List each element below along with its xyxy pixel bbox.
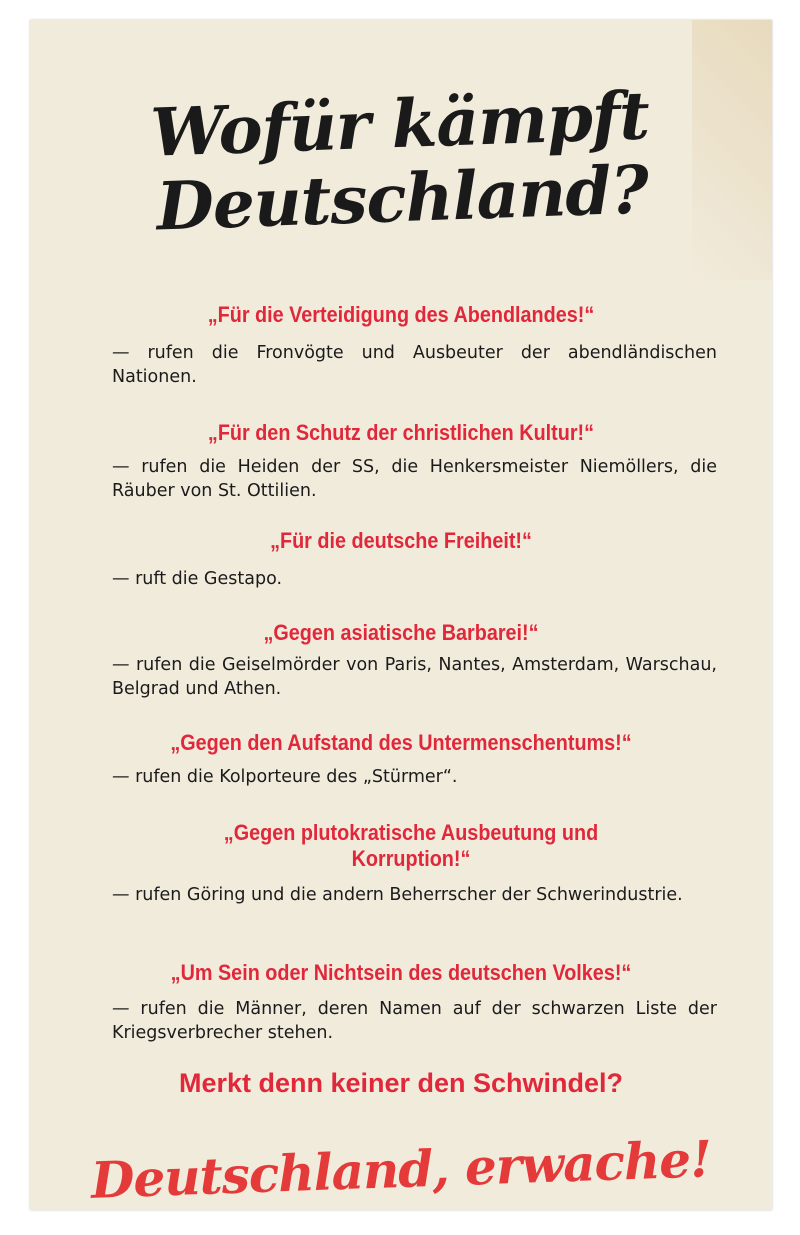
reply-7: — rufen die Männer, deren Namen auf der schwarzen Liste der Kriegsverbrecher stehen. <box>112 999 717 1043</box>
title-line-1: Wofür kämpft <box>149 76 651 172</box>
title-line-2: Deutschland? <box>155 150 650 246</box>
quote-1: „Für die Verteidigung des Abendlandes!“ <box>207 302 595 327</box>
reply-4: — rufen die Geiselmörder von Paris, Nantes, Amsterdam, Warschau, Belgrad und Athen. <box>112 655 717 699</box>
reply-6: — rufen Göring und die andern Beherrscher der Schwerindustrie. <box>112 885 683 905</box>
leaflet-title <box>28 75 775 249</box>
quote-4: „Gegen asiatische Barbarei!“ <box>263 620 539 645</box>
leaflet <box>30 20 772 1210</box>
footer-slogan: Deutschland, erwache! <box>90 1129 712 1210</box>
reply-3: — ruft die Gestapo. <box>112 569 283 589</box>
reply-2: — rufen die Heiden der SS, die Henkersmeister Niemöllers, die Räuber von St. Ottilien. <box>112 457 717 501</box>
reply-5: — rufen die Kolporteure des „Stürmer“. <box>112 767 458 787</box>
quote-5: „Gegen den Aufstand des Untermenschentums!“ <box>170 730 632 755</box>
quote-7: „Um Sein oder Nichtsein des deutschen Volkes!“ <box>170 960 632 985</box>
quote-3: „Für die deutsche Freiheit!“ <box>270 528 532 553</box>
closing-question: Merkt denn keiner den Schwindel? <box>178 1068 624 1098</box>
quote-6: „Gegen plutokratische Ausbeutung und Korruption!“ <box>223 820 599 872</box>
reply-1: — rufen die Fronvögte und Ausbeuter der abendländischen Nationen. <box>112 343 717 387</box>
quote-2: „Für den Schutz der christlichen Kultur!“ <box>207 420 595 445</box>
